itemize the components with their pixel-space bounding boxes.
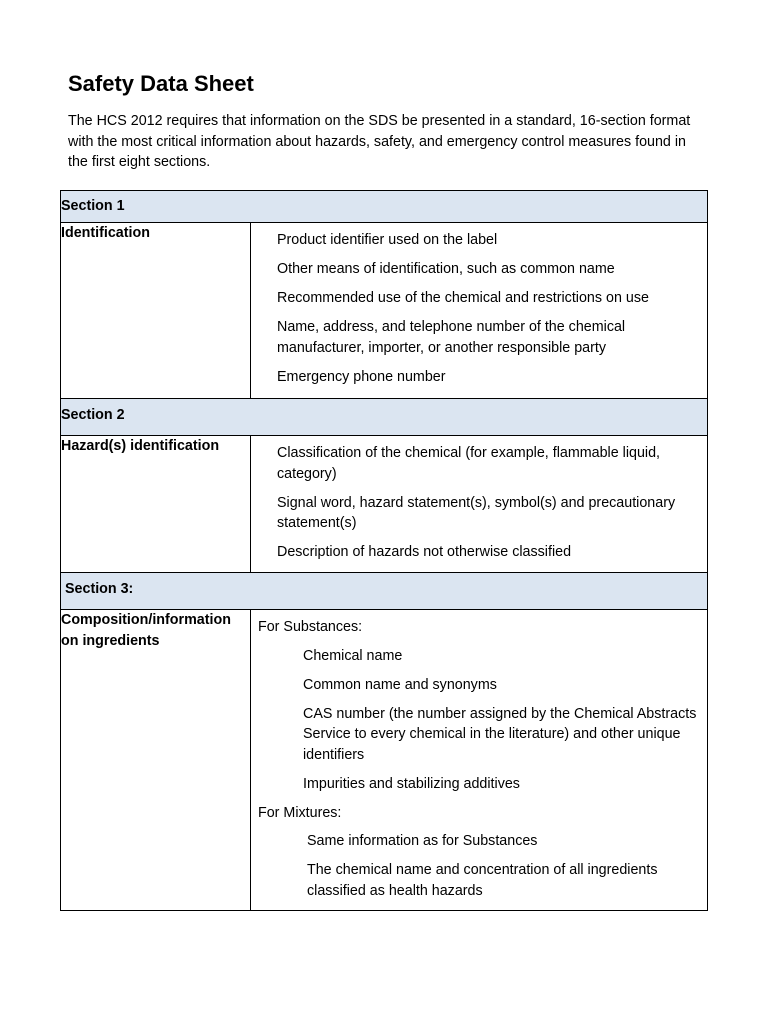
- list-item: The chemical name and concentration of all ingredients classified as health hazards: [307, 862, 658, 899]
- section-header: Section 2: [61, 407, 125, 423]
- mixtures-heading: For Mixtures:: [258, 804, 342, 821]
- page-title: Safety Data Sheet: [68, 71, 254, 96]
- substances-heading: For Substances:: [258, 619, 363, 635]
- section-label: Hazard(s) identification: [61, 436, 251, 573]
- list-item: Description of hazards not otherwise classified: [277, 544, 572, 560]
- section-1-items: [251, 223, 707, 387]
- section-label: Identification: [61, 223, 251, 399]
- section-label: Composition/information on ingredients: [61, 610, 251, 911]
- section-2-items: [251, 436, 707, 563]
- list-item: Common name and synonyms: [303, 676, 497, 693]
- list-item: Signal word, hazard statement(s), symbol(s) and precautionary statement(s): [277, 494, 676, 531]
- section-3-header-row: [61, 573, 708, 610]
- section-1-row: [61, 223, 708, 399]
- sds-sections-table: [60, 190, 708, 911]
- section-header: Section 1: [61, 198, 125, 214]
- mixtures-items: [251, 823, 707, 901]
- section-3-row: [61, 610, 708, 911]
- substances-items: [251, 638, 707, 795]
- list-item: Emergency phone number: [277, 368, 446, 385]
- list-item: Name, address, and telephone number of the chemical manufacturer, importer, or another responsible party: [277, 319, 626, 356]
- list-item: Product identifier used on the label: [277, 232, 498, 248]
- intro-paragraph: The HCS 2012 requires that information on the SDS be presented in a standard, 16-section format with the most critical information about hazards, safety, and emergency control measures found in the first eight sections.: [68, 113, 691, 170]
- list-item: Same information as for Substances: [307, 833, 538, 849]
- section-2-row: [61, 436, 708, 573]
- list-item: Classification of the chemical (for example, flammable liquid, category): [277, 445, 661, 482]
- section-2-header-row: [61, 399, 708, 436]
- section-header: Section 3:: [65, 581, 134, 597]
- list-item: Recommended use of the chemical and restrictions on use: [277, 290, 649, 306]
- list-item: Chemical name: [303, 647, 403, 664]
- section-1-header-row: [61, 191, 708, 223]
- list-item: Other means of identification, such as common name: [277, 261, 615, 277]
- list-item: CAS number (the number assigned by the Chemical Abstracts Service to every chemical in the literature) and other unique identifiers: [303, 705, 697, 763]
- list-item: Impurities and stabilizing additives: [303, 775, 520, 792]
